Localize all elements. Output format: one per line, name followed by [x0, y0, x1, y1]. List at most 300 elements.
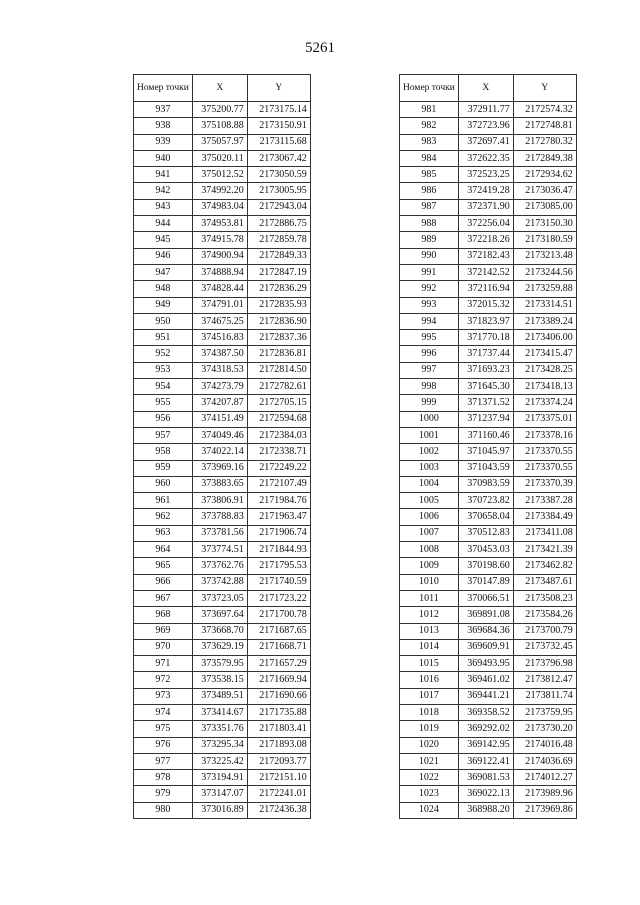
table-row [134, 688, 311, 704]
point-number-cell: 981 [400, 102, 459, 118]
point-number-cell: 974 [134, 704, 193, 720]
point-number-cell: 983 [400, 134, 459, 150]
table-row [400, 281, 577, 297]
x-coordinate-cell: 369022.13 [458, 786, 513, 802]
point-number-cell: 938 [134, 118, 193, 134]
x-coordinate-cell: 372911.77 [458, 102, 513, 118]
table-row [134, 264, 311, 280]
y-coordinate-cell: 2171740.59 [247, 574, 310, 590]
y-coordinate-cell: 2173508.23 [513, 590, 576, 606]
x-coordinate-cell: 370723.82 [458, 493, 513, 509]
y-coordinate-cell: 2171690.66 [247, 688, 310, 704]
table-row [134, 704, 311, 720]
y-coordinate-cell: 2173175.14 [247, 102, 310, 118]
y-coordinate-cell: 2173384.49 [513, 509, 576, 525]
x-coordinate-cell: 372182.43 [458, 248, 513, 264]
y-coordinate-cell: 2172934.62 [513, 167, 576, 183]
point-number-cell: 957 [134, 427, 193, 443]
y-coordinate-cell: 2173314.51 [513, 297, 576, 313]
x-coordinate-cell: 374983.04 [192, 199, 247, 215]
x-coordinate-cell: 375020.11 [192, 150, 247, 166]
y-coordinate-cell: 2173115.68 [247, 134, 310, 150]
table-row [400, 102, 577, 118]
y-coordinate-cell: 2171963.47 [247, 509, 310, 525]
y-coordinate-cell: 2173989.96 [513, 786, 576, 802]
y-coordinate-cell: 2172241.01 [247, 786, 310, 802]
table-row [134, 623, 311, 639]
y-coordinate-cell: 2171893.08 [247, 737, 310, 753]
y-coordinate-cell: 2173375.01 [513, 411, 576, 427]
point-number-cell: 965 [134, 558, 193, 574]
x-coordinate-cell: 371737.44 [458, 346, 513, 362]
y-coordinate-cell: 2174016.48 [513, 737, 576, 753]
point-number-cell: 952 [134, 346, 193, 362]
x-coordinate-cell: 369461.02 [458, 672, 513, 688]
point-number-cell: 996 [400, 346, 459, 362]
point-number-cell: 940 [134, 150, 193, 166]
y-coordinate-cell: 2173067.42 [247, 150, 310, 166]
y-coordinate-cell: 2173418.13 [513, 379, 576, 395]
table-row [400, 167, 577, 183]
y-coordinate-cell: 2173370.55 [513, 460, 576, 476]
y-coordinate-cell: 2173730.20 [513, 721, 576, 737]
point-number-cell: 961 [134, 493, 193, 509]
x-coordinate-cell: 369891.08 [458, 607, 513, 623]
point-number-cell: 943 [134, 199, 193, 215]
y-coordinate-cell: 2173370.55 [513, 444, 576, 460]
point-number-cell: 978 [134, 770, 193, 786]
x-coordinate-cell: 374207.87 [192, 395, 247, 411]
table-row [400, 656, 577, 672]
y-coordinate-cell: 2173244.56 [513, 264, 576, 280]
table-row [134, 427, 311, 443]
point-number-cell: 1021 [400, 753, 459, 769]
point-number-cell: 1012 [400, 607, 459, 623]
x-coordinate-cell: 371823.97 [458, 313, 513, 329]
y-coordinate-cell: 2171844.93 [247, 542, 310, 558]
point-number-cell: 947 [134, 264, 193, 280]
table-row [400, 542, 577, 558]
header-y: Y [247, 75, 310, 102]
point-number-cell: 950 [134, 313, 193, 329]
point-number-cell: 987 [400, 199, 459, 215]
table-row [400, 623, 577, 639]
x-coordinate-cell: 375108.88 [192, 118, 247, 134]
point-number-cell: 953 [134, 362, 193, 378]
x-coordinate-cell: 371237.94 [458, 411, 513, 427]
x-coordinate-cell: 373351.76 [192, 721, 247, 737]
x-coordinate-cell: 370198.60 [458, 558, 513, 574]
table-row [400, 395, 577, 411]
point-number-cell: 948 [134, 281, 193, 297]
x-coordinate-cell: 370658.04 [458, 509, 513, 525]
x-coordinate-cell: 371371.52 [458, 395, 513, 411]
y-coordinate-cell: 2172849.38 [513, 150, 576, 166]
point-number-cell: 939 [134, 134, 193, 150]
x-coordinate-cell: 375200.77 [192, 102, 247, 118]
point-number-cell: 1008 [400, 542, 459, 558]
y-coordinate-cell: 2172847.19 [247, 264, 310, 280]
x-coordinate-cell: 369358.52 [458, 704, 513, 720]
x-coordinate-cell: 374387.50 [192, 346, 247, 362]
point-number-cell: 972 [134, 672, 193, 688]
x-coordinate-cell: 373774.51 [192, 542, 247, 558]
x-coordinate-cell: 369609.91 [458, 639, 513, 655]
y-coordinate-cell: 2172836.81 [247, 346, 310, 362]
x-coordinate-cell: 369122.41 [458, 753, 513, 769]
point-number-cell: 956 [134, 411, 193, 427]
x-coordinate-cell: 375012.52 [192, 167, 247, 183]
x-coordinate-cell: 371645.30 [458, 379, 513, 395]
table-row [400, 590, 577, 606]
header-point-number: Номер точки [134, 75, 193, 102]
x-coordinate-cell: 372419.28 [458, 183, 513, 199]
table-row [134, 411, 311, 427]
point-number-cell: 1023 [400, 786, 459, 802]
x-coordinate-cell: 373883.65 [192, 476, 247, 492]
point-number-cell: 954 [134, 379, 193, 395]
x-coordinate-cell: 374791.01 [192, 297, 247, 313]
table-row [400, 786, 577, 802]
y-coordinate-cell: 2172574.32 [513, 102, 576, 118]
table-row [134, 493, 311, 509]
point-number-cell: 968 [134, 607, 193, 623]
point-number-cell: 1007 [400, 525, 459, 541]
y-coordinate-cell: 2173796.98 [513, 656, 576, 672]
y-coordinate-cell: 2173462.82 [513, 558, 576, 574]
x-coordinate-cell: 373016.89 [192, 802, 247, 818]
table-row [134, 639, 311, 655]
table-row [134, 607, 311, 623]
y-coordinate-cell: 2173150.30 [513, 216, 576, 232]
y-coordinate-cell: 2171984.76 [247, 493, 310, 509]
y-coordinate-cell: 2173487.61 [513, 574, 576, 590]
point-number-cell: 1004 [400, 476, 459, 492]
table-row [134, 150, 311, 166]
x-coordinate-cell: 371770.18 [458, 330, 513, 346]
table-row [134, 770, 311, 786]
y-coordinate-cell: 2172093.77 [247, 753, 310, 769]
x-coordinate-cell: 373762.76 [192, 558, 247, 574]
table-row [400, 264, 577, 280]
point-number-cell: 946 [134, 248, 193, 264]
point-number-cell: 992 [400, 281, 459, 297]
y-coordinate-cell: 2172780.32 [513, 134, 576, 150]
point-number-cell: 1014 [400, 639, 459, 655]
table-row [400, 134, 577, 150]
point-number-cell: 976 [134, 737, 193, 753]
y-coordinate-cell: 2171795.53 [247, 558, 310, 574]
table-row [134, 786, 311, 802]
table-row [134, 802, 311, 818]
table-row [134, 737, 311, 753]
point-number-cell: 951 [134, 330, 193, 346]
header-y: Y [513, 75, 576, 102]
x-coordinate-cell: 369142.95 [458, 737, 513, 753]
point-number-cell: 977 [134, 753, 193, 769]
x-coordinate-cell: 374900.94 [192, 248, 247, 264]
table-row [400, 379, 577, 395]
y-coordinate-cell: 2172748.81 [513, 118, 576, 134]
table-row [400, 802, 577, 818]
point-number-cell: 1022 [400, 770, 459, 786]
table-row [400, 558, 577, 574]
point-number-cell: 1013 [400, 623, 459, 639]
point-number-cell: 967 [134, 590, 193, 606]
y-coordinate-cell: 2172107.49 [247, 476, 310, 492]
y-coordinate-cell: 2172249.22 [247, 460, 310, 476]
table-row [400, 248, 577, 264]
point-number-cell: 984 [400, 150, 459, 166]
table-row [400, 216, 577, 232]
table-row [134, 167, 311, 183]
point-number-cell: 1024 [400, 802, 459, 818]
table-row [400, 639, 577, 655]
table-row [134, 672, 311, 688]
point-number-cell: 959 [134, 460, 193, 476]
y-coordinate-cell: 2172384.03 [247, 427, 310, 443]
x-coordinate-cell: 372218.26 [458, 232, 513, 248]
table-row [134, 346, 311, 362]
table-row [134, 134, 311, 150]
point-number-cell: 964 [134, 542, 193, 558]
table-row [134, 590, 311, 606]
table-row [134, 248, 311, 264]
table-row [134, 102, 311, 118]
x-coordinate-cell: 372622.35 [458, 150, 513, 166]
x-coordinate-cell: 369684.36 [458, 623, 513, 639]
y-coordinate-cell: 2172836.90 [247, 313, 310, 329]
point-number-cell: 1006 [400, 509, 459, 525]
point-number-cell: 1002 [400, 444, 459, 460]
table-row [134, 395, 311, 411]
y-coordinate-cell: 2173085.00 [513, 199, 576, 215]
table-row [134, 460, 311, 476]
table-row [400, 460, 577, 476]
point-number-cell: 995 [400, 330, 459, 346]
table-row [134, 509, 311, 525]
table-row [134, 362, 311, 378]
y-coordinate-cell: 2171657.29 [247, 656, 310, 672]
point-number-cell: 1016 [400, 672, 459, 688]
point-number-cell: 990 [400, 248, 459, 264]
point-number-cell: 1015 [400, 656, 459, 672]
point-number-cell: 1020 [400, 737, 459, 753]
y-coordinate-cell: 2173036.47 [513, 183, 576, 199]
point-number-cell: 982 [400, 118, 459, 134]
point-number-cell: 975 [134, 721, 193, 737]
coordinates-table-left [133, 74, 311, 819]
point-number-cell: 1010 [400, 574, 459, 590]
x-coordinate-cell: 373781.56 [192, 525, 247, 541]
table-row [400, 574, 577, 590]
y-coordinate-cell: 2172837.36 [247, 330, 310, 346]
x-coordinate-cell: 375057.97 [192, 134, 247, 150]
x-coordinate-cell: 372015.32 [458, 297, 513, 313]
y-coordinate-cell: 2173406.00 [513, 330, 576, 346]
y-coordinate-cell: 2172849.33 [247, 248, 310, 264]
x-coordinate-cell: 370512.83 [458, 525, 513, 541]
point-number-cell: 944 [134, 216, 193, 232]
x-coordinate-cell: 373742.88 [192, 574, 247, 590]
point-number-cell: 960 [134, 476, 193, 492]
table-row [400, 607, 577, 623]
y-coordinate-cell: 2172782.61 [247, 379, 310, 395]
x-coordinate-cell: 374318.53 [192, 362, 247, 378]
table-row [400, 476, 577, 492]
x-coordinate-cell: 373194.91 [192, 770, 247, 786]
x-coordinate-cell: 374953.81 [192, 216, 247, 232]
y-coordinate-cell: 2173969.86 [513, 802, 576, 818]
x-coordinate-cell: 369493.95 [458, 656, 513, 672]
y-coordinate-cell: 2171803.41 [247, 721, 310, 737]
point-number-cell: 942 [134, 183, 193, 199]
table-row [400, 199, 577, 215]
point-number-cell: 991 [400, 264, 459, 280]
y-coordinate-cell: 2173050.59 [247, 167, 310, 183]
table-row [134, 281, 311, 297]
y-coordinate-cell: 2173180.59 [513, 232, 576, 248]
x-coordinate-cell: 373806.91 [192, 493, 247, 509]
x-coordinate-cell: 369081.53 [458, 770, 513, 786]
point-number-cell: 966 [134, 574, 193, 590]
coordinates-table-right [399, 74, 577, 819]
point-number-cell: 1018 [400, 704, 459, 720]
y-coordinate-cell: 2172594.68 [247, 411, 310, 427]
y-coordinate-cell: 2171723.22 [247, 590, 310, 606]
table-row [134, 656, 311, 672]
table-row [400, 362, 577, 378]
x-coordinate-cell: 372371.90 [458, 199, 513, 215]
x-coordinate-cell: 373629.19 [192, 639, 247, 655]
point-number-cell: 985 [400, 167, 459, 183]
table-row [134, 183, 311, 199]
table-row [134, 313, 311, 329]
y-coordinate-cell: 2172338.71 [247, 444, 310, 460]
y-coordinate-cell: 2173812.47 [513, 672, 576, 688]
point-number-cell: 994 [400, 313, 459, 329]
y-coordinate-cell: 2173150.91 [247, 118, 310, 134]
table-row [400, 232, 577, 248]
point-number-cell: 999 [400, 395, 459, 411]
y-coordinate-cell: 2173411.08 [513, 525, 576, 541]
x-coordinate-cell: 373147.07 [192, 786, 247, 802]
x-coordinate-cell: 372142.52 [458, 264, 513, 280]
y-coordinate-cell: 2173584.26 [513, 607, 576, 623]
x-coordinate-cell: 371043.59 [458, 460, 513, 476]
x-coordinate-cell: 374273.79 [192, 379, 247, 395]
table-row [400, 493, 577, 509]
table-header-row [134, 75, 311, 102]
y-coordinate-cell: 2173428.25 [513, 362, 576, 378]
x-coordinate-cell: 374675.25 [192, 313, 247, 329]
y-coordinate-cell: 2173374.24 [513, 395, 576, 411]
table-row [134, 379, 311, 395]
point-number-cell: 941 [134, 167, 193, 183]
table-row [400, 118, 577, 134]
x-coordinate-cell: 374049.46 [192, 427, 247, 443]
x-coordinate-cell: 373697.64 [192, 607, 247, 623]
table-row [400, 444, 577, 460]
point-number-cell: 980 [134, 802, 193, 818]
table-row [400, 297, 577, 313]
x-coordinate-cell: 374915.78 [192, 232, 247, 248]
point-number-cell: 988 [400, 216, 459, 232]
x-coordinate-cell: 373538.15 [192, 672, 247, 688]
point-number-cell: 1017 [400, 688, 459, 704]
point-number-cell: 1019 [400, 721, 459, 737]
point-number-cell: 937 [134, 102, 193, 118]
x-coordinate-cell: 372116.94 [458, 281, 513, 297]
x-coordinate-cell: 374828.44 [192, 281, 247, 297]
y-coordinate-cell: 2173005.95 [247, 183, 310, 199]
y-coordinate-cell: 2173759.95 [513, 704, 576, 720]
table-row [400, 330, 577, 346]
x-coordinate-cell: 372523.25 [458, 167, 513, 183]
x-coordinate-cell: 373723.05 [192, 590, 247, 606]
point-number-cell: 1001 [400, 427, 459, 443]
header-x: X [458, 75, 513, 102]
table-row [134, 574, 311, 590]
y-coordinate-cell: 2173811.74 [513, 688, 576, 704]
y-coordinate-cell: 2172835.93 [247, 297, 310, 313]
x-coordinate-cell: 368988.20 [458, 802, 513, 818]
y-coordinate-cell: 2171735.88 [247, 704, 310, 720]
y-coordinate-cell: 2173213.48 [513, 248, 576, 264]
y-coordinate-cell: 2172943.04 [247, 199, 310, 215]
x-coordinate-cell: 373295.34 [192, 737, 247, 753]
x-coordinate-cell: 370983.59 [458, 476, 513, 492]
table-row [400, 183, 577, 199]
y-coordinate-cell: 2171906.74 [247, 525, 310, 541]
point-number-cell: 973 [134, 688, 193, 704]
table-row [400, 509, 577, 525]
y-coordinate-cell: 2172886.75 [247, 216, 310, 232]
table-row [134, 721, 311, 737]
table-row [400, 688, 577, 704]
y-coordinate-cell: 2172859.78 [247, 232, 310, 248]
table-row [134, 216, 311, 232]
table-row [400, 704, 577, 720]
y-coordinate-cell: 2173421.39 [513, 542, 576, 558]
point-number-cell: 1009 [400, 558, 459, 574]
y-coordinate-cell: 2172436.38 [247, 802, 310, 818]
x-coordinate-cell: 371045.97 [458, 444, 513, 460]
y-coordinate-cell: 2172151.10 [247, 770, 310, 786]
point-number-cell: 955 [134, 395, 193, 411]
point-number-cell: 997 [400, 362, 459, 378]
table-row [134, 118, 311, 134]
table-row [400, 313, 577, 329]
point-number-cell: 970 [134, 639, 193, 655]
point-number-cell: 989 [400, 232, 459, 248]
x-coordinate-cell: 370147.89 [458, 574, 513, 590]
point-number-cell: 949 [134, 297, 193, 313]
x-coordinate-cell: 373489.51 [192, 688, 247, 704]
point-number-cell: 998 [400, 379, 459, 395]
x-coordinate-cell: 373668.70 [192, 623, 247, 639]
table-row [134, 476, 311, 492]
table-row [400, 770, 577, 786]
table-header-row [400, 75, 577, 102]
point-number-cell: 963 [134, 525, 193, 541]
x-coordinate-cell: 371160.46 [458, 427, 513, 443]
y-coordinate-cell: 2172705.15 [247, 395, 310, 411]
x-coordinate-cell: 372697.41 [458, 134, 513, 150]
point-number-cell: 1011 [400, 590, 459, 606]
y-coordinate-cell: 2172836.29 [247, 281, 310, 297]
x-coordinate-cell: 373579.95 [192, 656, 247, 672]
